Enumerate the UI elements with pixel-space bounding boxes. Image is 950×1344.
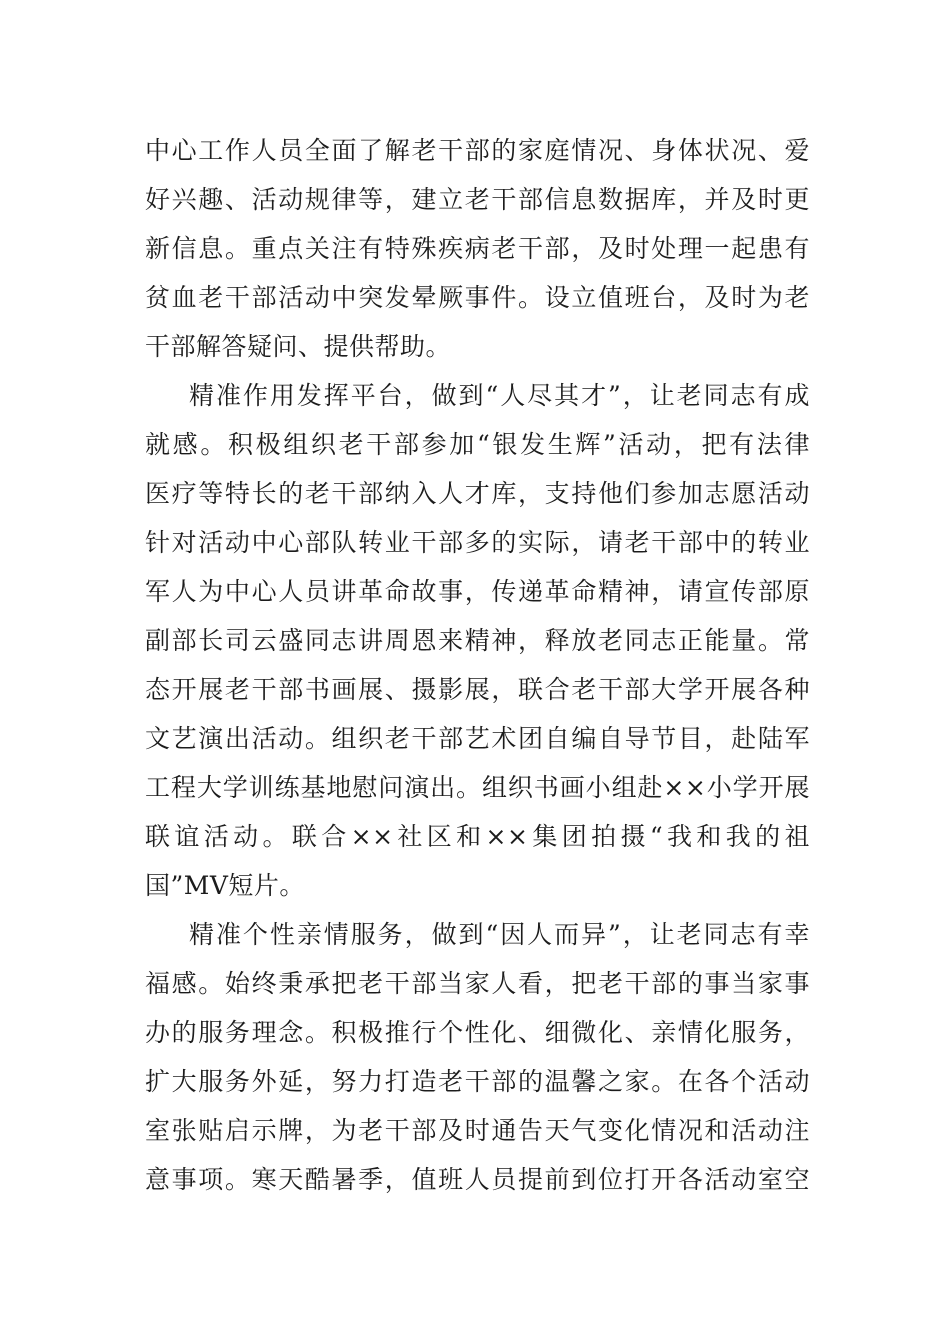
text-line: 联谊活动。联合××社区和××集团拍摄“我和我的祖 — [145, 822, 810, 851]
body-text — [145, 126, 810, 1204]
text-line: 副部长司云盛同志讲周恩来精神，释放老同志正能量。常 — [145, 626, 810, 655]
text-line: 办的服务理念。积极推行个性化、细微化、亲情化服务， — [145, 1018, 810, 1047]
text-line: 精准作用发挥平台，做到“人尽其才”，让老同志有成 — [189, 381, 810, 410]
paragraph-2 — [145, 371, 810, 910]
text-line: 干部解答疑问、提供帮助。 — [145, 332, 452, 361]
paragraph-1 — [145, 126, 810, 371]
text-line: 扩大服务外延，努力打造老干部的温馨之家。在各个活动 — [145, 1067, 810, 1096]
text-line: 新信息。重点关注有特殊疾病老干部，及时处理一起患有 — [145, 234, 810, 263]
text-line: 贫血老干部活动中突发晕厥事件。设立值班台，及时为老 — [145, 283, 810, 312]
text-line: 医疗等特长的老干部纳入人才库，支持他们参加志愿活动 — [145, 479, 810, 508]
text-line: 文艺演出活动。组织老干部艺术团自编自导节目，赴陆军 — [145, 724, 810, 753]
text-line: 态开展老干部书画展、摄影展，联合老干部大学开展各种 — [145, 675, 810, 704]
text-line: 意事项。寒天酷暑季，值班人员提前到位打开各活动室空 — [145, 1165, 810, 1194]
text-line: 室张贴启示牌，为老干部及时通告天气变化情况和活动注 — [145, 1116, 810, 1145]
text-line: 精准个性亲情服务，做到“因人而异”，让老同志有幸 — [189, 920, 810, 949]
text-line: 福感。始终秉承把老干部当家人看，把老干部的事当家事 — [145, 969, 810, 998]
text-line: 国”MV短片。 — [145, 871, 305, 900]
text-line: 针对活动中心部队转业干部多的实际，请老干部中的转业 — [145, 528, 810, 557]
text-line: 中心工作人员全面了解老干部的家庭情况、身体状况、爱 — [145, 136, 810, 165]
text-line: 工程大学训练基地慰问演出。组织书画小组赴××小学开展 — [145, 773, 810, 802]
text-line: 好兴趣、活动规律等，建立老干部信息数据库，并及时更 — [145, 185, 810, 214]
paragraph-3 — [145, 910, 810, 1204]
text-line: 军人为中心人员讲革命故事，传递革命精神，请宣传部原 — [145, 577, 810, 606]
text-line: 就感。积极组织老干部参加“银发生辉”活动，把有法律 — [145, 430, 810, 459]
